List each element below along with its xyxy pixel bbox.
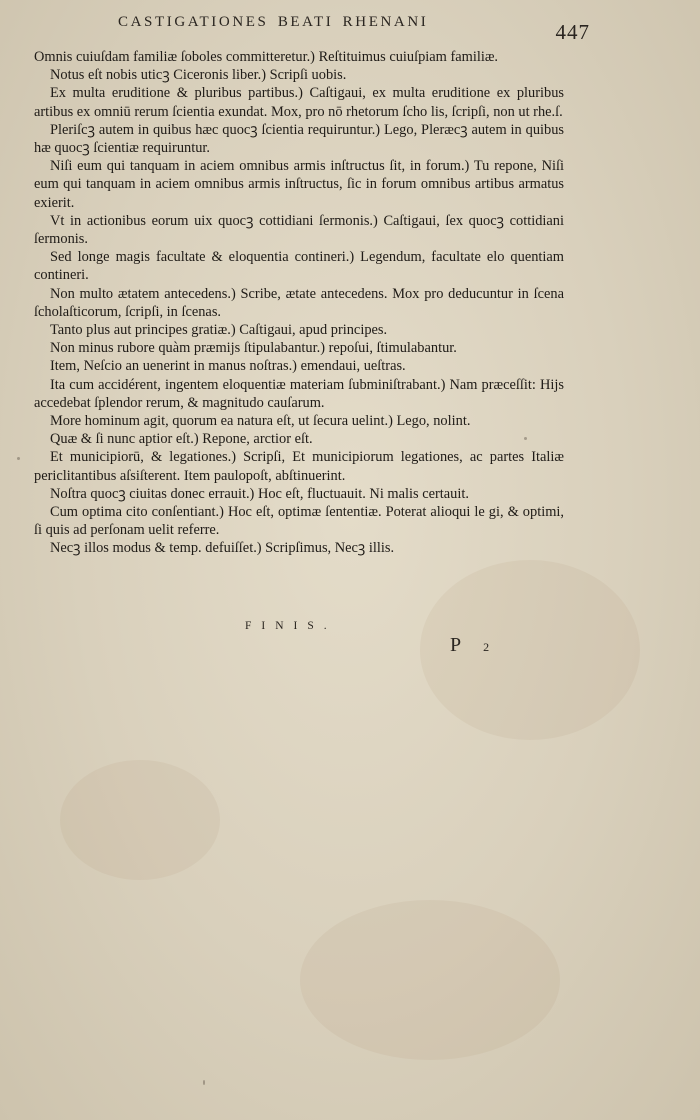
paragraph: Et municipiorū, & legationes.) Scripſi, Et municipiorum legationes, ac partes Italiæ periclitantibus aſsiſterent. Item paulopoſt, abſtinuerint. [34, 449, 564, 484]
paragraph: Non minus rubore quàm præmijs ſtipulabantur.) repoſui, ſtimulabantur. [50, 340, 457, 357]
paragraph: Quæ & ſi nunc aptior eſt.) Repone, arctior eſt. [50, 431, 313, 448]
paragraph: Necꝫ illos modus & temp. defuiſſet.) Scripſimus, Necꝫ illis. [50, 540, 395, 557]
paper-stain [300, 900, 560, 1060]
finis-mark: FINIS. [245, 620, 337, 632]
paragraph: Omnis cuiuſdam familiæ ſoboles committeretur.) Reſtituimus cuiuſpiam familiæ. [34, 49, 499, 65]
paragraph: Ex multa eruditione & pluribus partibus.) Caſtigaui, ex multa eruditione ex pluribus artibus ex omniū rerum ſcientia exundat. Mox, pro nō rhetorum ſcho lis, ſcripſi, non ut rhe.ſ. [34, 85, 564, 120]
running-header: CASTIGATIONES BEATI RHENANI [118, 14, 429, 30]
paragraph: More hominum agit, quorum ea natura eſt, ut ſecura uelint.) Lego, nolint. [50, 413, 471, 430]
ink-speck [203, 1080, 205, 1085]
text-block [34, 48, 564, 558]
paragraph: Noſtra quocꝫ ciuitas donec errauit.) Hoc eſt, fluctuauit. Ni malis certauit. [50, 485, 469, 502]
paragraph: Sed longe magis facultate & eloquentia contineri.) Legendum, facultate elo quentiam contineri. [34, 249, 564, 284]
paragraph: Vt in actionibus eorum uix quocꝫ cottidiani ſermonis.) Caſtigaui, ſex quocꝫ cottidiani ſermonis. [34, 212, 564, 248]
paragraph: Niſi eum qui tanquam in aciem omnibus armis inſtructus ſit, in forum.) Tu repone, Niſi eum qui tanquam in aciem omnibus armis inſtructus, ſic in forum omnibus artibus armatus exierit. [34, 158, 564, 211]
paragraph: Non multo ætatem antecedens.) Scribe, ætate antecedens. Mox pro deducuntur in ſcena ſcholaſticorum, ſcripſi, in ſcenas. [34, 285, 564, 320]
paragraph: Notus eſt nobis uticꝫ Ciceronis liber.) Scripſi uobis. [50, 67, 347, 84]
paragraph: Pleriſcꝫ autem in quibus hæc quocꝫ ſcientia requiruntur.) Lego, Pleræcꝫ autem in quibus hæ quocꝫ ſcientiæ requiruntur. [34, 121, 564, 157]
page-number: 447 [555, 20, 590, 44]
signature-mark [450, 634, 489, 657]
paragraph: Item, Neſcio an uenerint in manus noſtras.) emendaui, ueſtras. [50, 358, 406, 375]
paper-stain [60, 760, 220, 880]
paragraph: Ita cum accidérent, ingentem eloquentiæ materiam ſubminiſtrabant.) Nam præceſſit: Hijs accedebat ſplendor rerum, & magnitudo cauſarum. [34, 376, 564, 411]
ink-speck [17, 457, 20, 460]
signature-number: 2 [483, 640, 490, 654]
signature-letter: P [450, 634, 462, 656]
ink-speck [524, 437, 527, 440]
paragraph: Tanto plus aut principes gratiæ.) Caſtigaui, apud principes. [50, 322, 388, 339]
paragraph: Cum optima cito conſentiant.) Hoc eſt, optimæ ſententiæ. Poterat alioqui le gi, & optimi, ſi quis ad perſonam uelit referre. [34, 504, 564, 539]
